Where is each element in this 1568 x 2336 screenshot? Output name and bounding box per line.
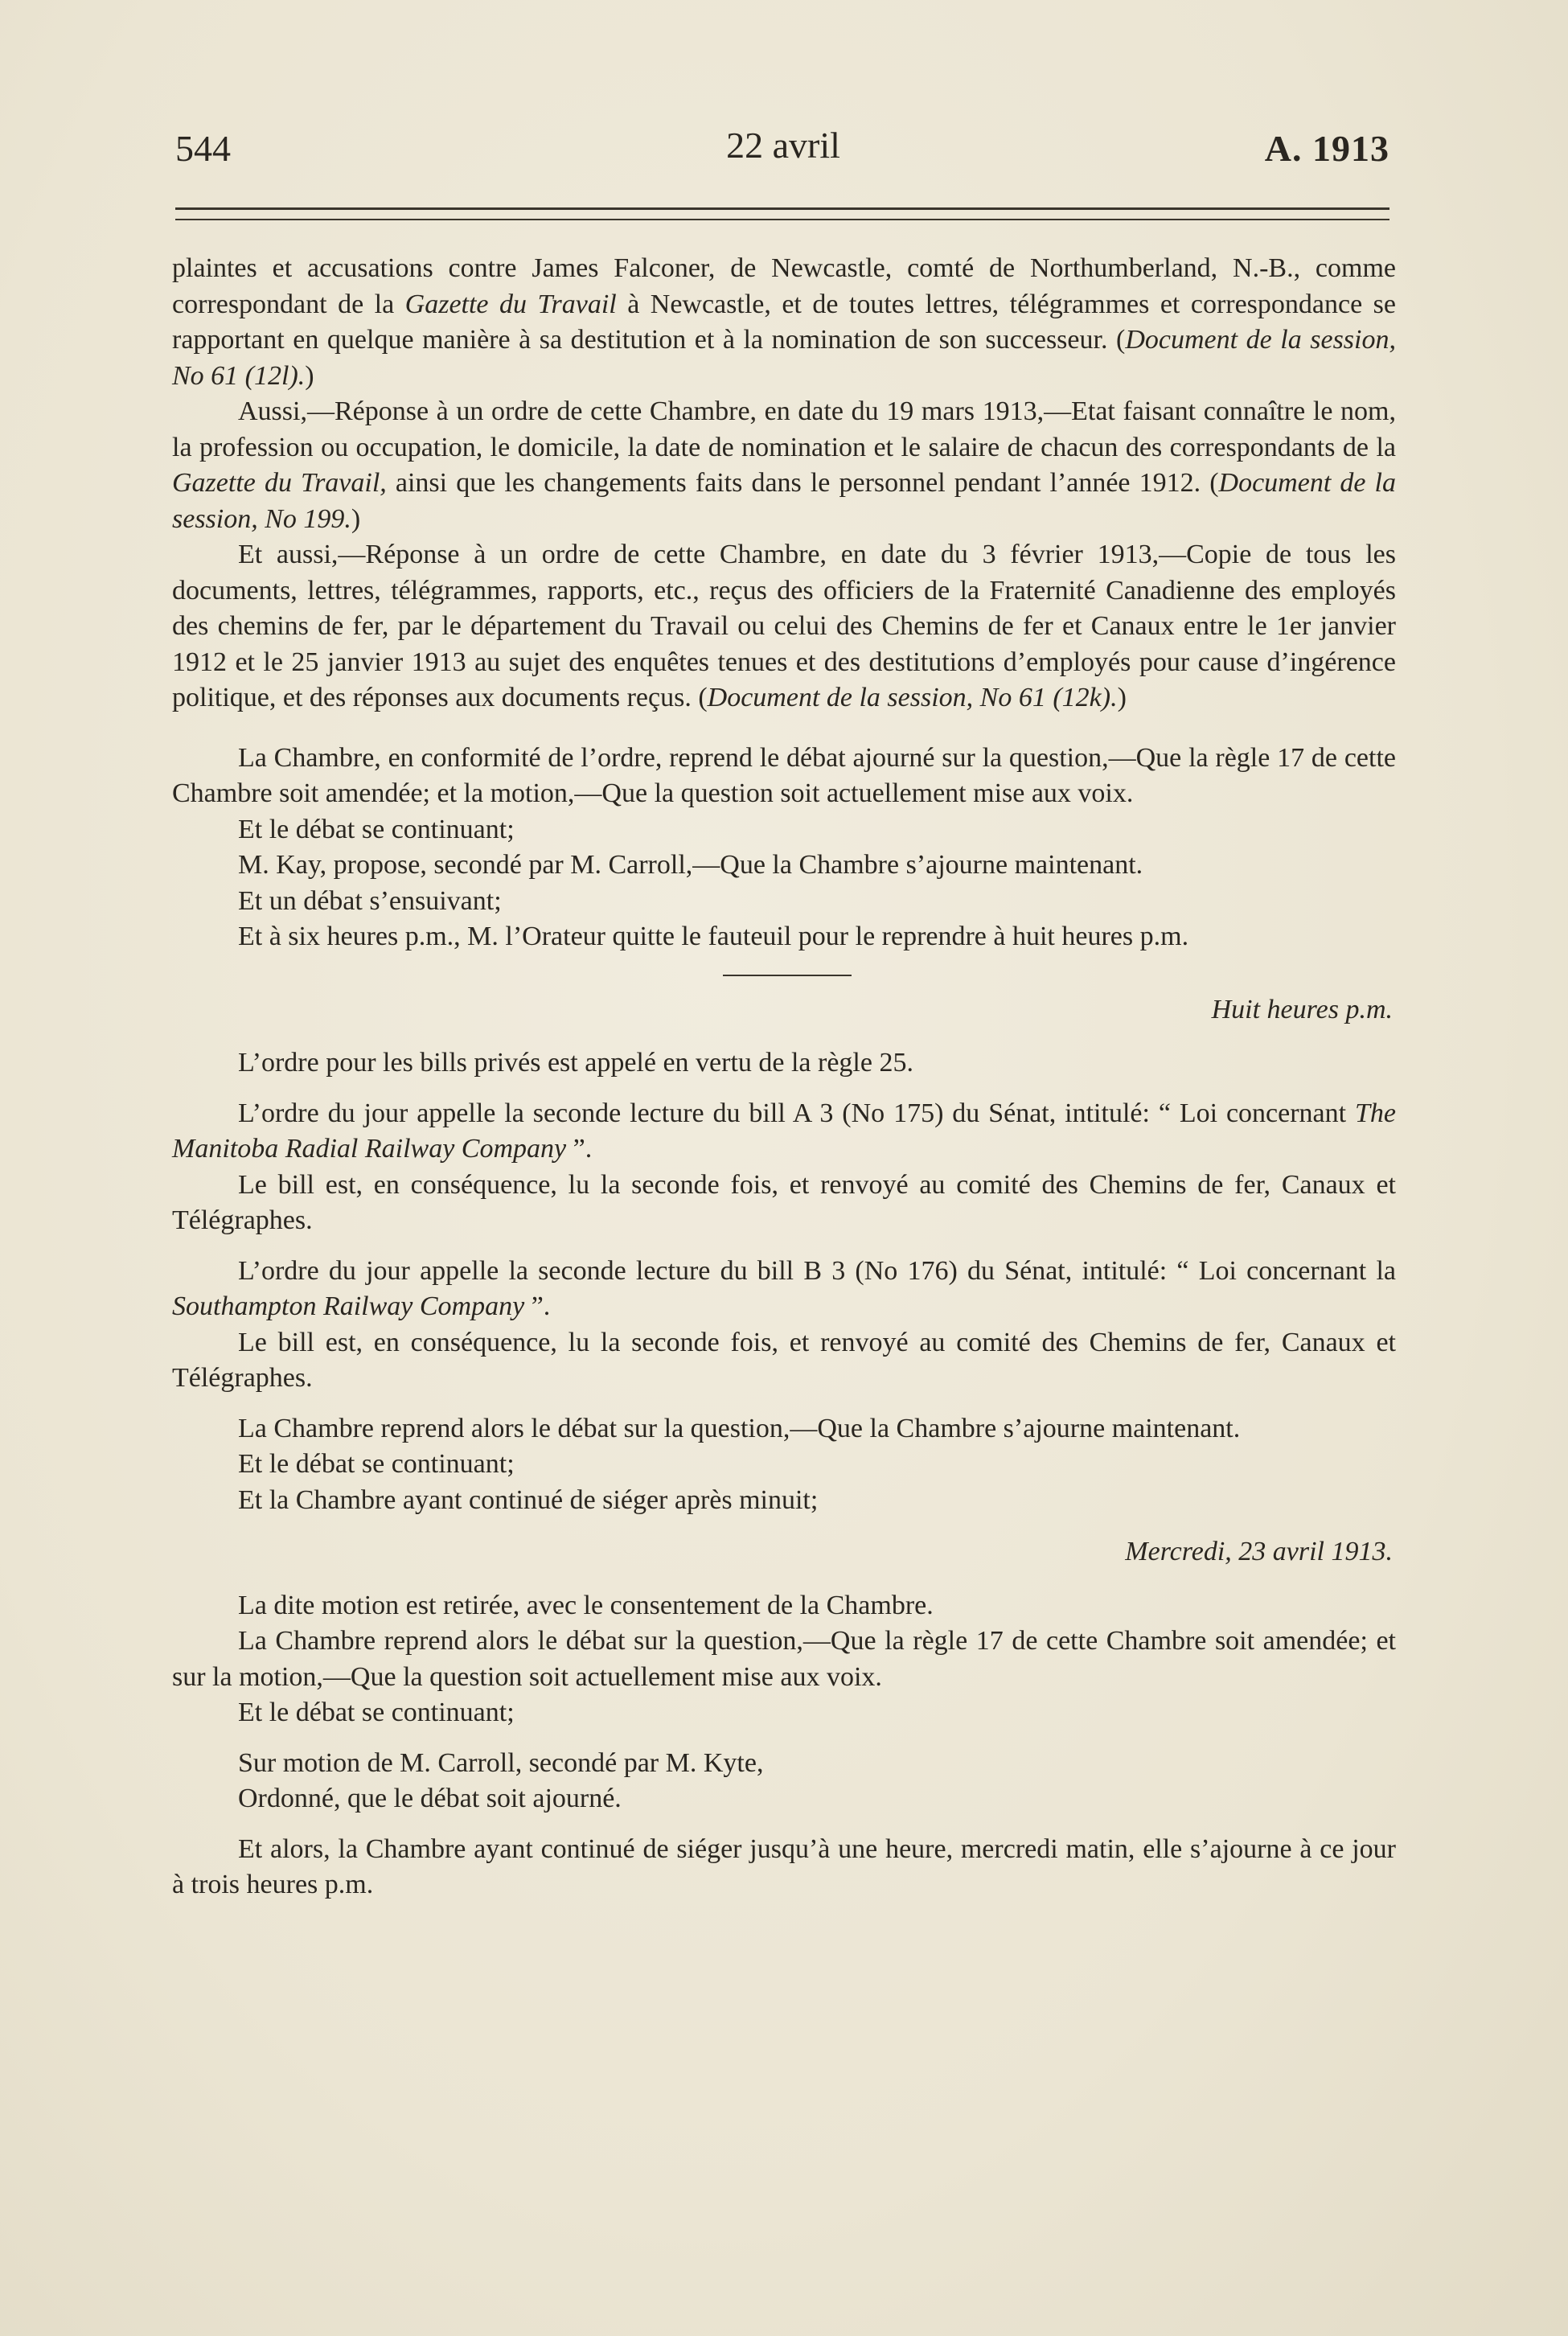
header-rule-top bbox=[175, 207, 1389, 210]
time-heading: Huit heures p.m. bbox=[1211, 994, 1393, 1024]
page-body bbox=[172, 251, 1396, 1903]
header-rule-bottom bbox=[175, 219, 1389, 220]
paragraph: La Chambre reprend alors le débat sur la question,—Que la Chambre s’ajourne maintenant. bbox=[238, 1413, 1241, 1443]
paragraph: Et à six heures p.m., M. l’Orateur quitte le fauteuil pour le reprendre à huit heures p.m. bbox=[238, 922, 1189, 951]
paragraph: Le bill est, en conséquence, lu la seconde fois, et renvoyé au comité des Chemins de fer, Canaux et Télégraphes. bbox=[172, 1169, 1396, 1235]
paragraph: L’ordre du jour appelle la seconde lecture du bill A 3 (No 175) du Sénat, intitulé: “ Loi concernant The Manitoba Radial Railway Company ”. bbox=[172, 1098, 1396, 1164]
paragraph: Sur motion de M. Carroll, secondé par M. Kyte, bbox=[238, 1747, 764, 1778]
paragraph: M. Kay, propose, secondé par M. Carroll,—Que la Chambre s’ajourne maintenant. bbox=[238, 850, 1143, 880]
paragraph: Et la Chambre ayant continué de siéger après minuit; bbox=[238, 1484, 819, 1515]
paragraph: L’ordre du jour appelle la seconde lecture du bill B 3 (No 176) du Sénat, intitulé: “ Loi concernant la Southampton Railway Company ”. bbox=[172, 1255, 1396, 1321]
paragraph: Et le débat se continuant; bbox=[238, 1449, 515, 1479]
section-divider bbox=[723, 975, 852, 976]
paragraph: plaintes et accusations contre James Falconer, de Newcastle, comté de Northumberland, N.-B., comme correspondant de la Gazette du Travail à Newcastle, et de toutes lettres, télégrammes et correspondance se rapportant en quelque manière à sa destitution et à la nomination de son successeur. (Document de la session, No 61 (12l).) bbox=[172, 253, 1396, 391]
page-number: 544 bbox=[175, 128, 231, 169]
paragraph: Et alors, la Chambre ayant continué de siéger jusqu’à une heure, mercredi matin, elle s’ajourne à ce jour à trois heures p.m. bbox=[172, 1833, 1396, 1899]
paragraph: La Chambre reprend alors le débat sur la question,—Que la règle 17 de cette Chambre soit amendée; et sur la motion,—Que la question soit actuellement mise aux voix. bbox=[172, 1626, 1396, 1692]
paragraph: L’ordre pour les bills privés est appelé en vertu de la règle 25. bbox=[238, 1048, 913, 1078]
paragraph: Et un débat s’ensuivant; bbox=[238, 885, 502, 916]
paragraph: Le bill est, en conséquence, lu la seconde fois, et renvoyé au comité des Chemins de fer, Canaux et Télégraphes. bbox=[172, 1327, 1396, 1393]
paragraph: Aussi,—Réponse à un ordre de cette Chambre, en date du 19 mars 1913,—Etat faisant connaître le nom, la profession ou occupation, le domicile, la date de nomination et le salaire de chacun des correspondants de la Gazette du Travail, ainsi que les changements faits dans le personnel pendant l’année 1912. (Document de la session, No 199.) bbox=[172, 396, 1396, 534]
paragraph: Ordonné, que le débat soit ajourné. bbox=[238, 1784, 622, 1813]
paragraph: Et le débat se continuant; bbox=[238, 814, 515, 844]
header-year: A. 1913 bbox=[1264, 128, 1389, 169]
date-heading: Mercredi, 23 avril 1913. bbox=[1125, 1537, 1393, 1566]
paragraph: La Chambre, en conformité de l’ordre, reprend le débat ajourné sur la question,—Que la règle 17 de cette Chambre soit amendée; et la motion,—Que la question soit actuellement mise aux voix. bbox=[172, 742, 1396, 808]
paragraph: Et aussi,—Réponse à un ordre de cette Chambre, en date du 3 février 1913,—Copie de tous les documents, lettres, télégrammes, rapports, etc., reçus des officiers de la Fraternité Canadienne des employés des chemins de fer, par le département du Travail ou celui des Chemins de fer et Canaux entre le 1er janvier 1912 et le 25 janvier 1913 au sujet des enquêtes tenues et des destitutions d’employés pour cause d’ingérence politique, et des réponses aux documents reçus. (Document de la session, No 61 (12k).) bbox=[172, 540, 1396, 712]
paragraph: Et le débat se continuant; bbox=[238, 1698, 515, 1727]
paragraph: La dite motion est retirée, avec le consentement de la Chambre. bbox=[238, 1590, 934, 1620]
header-date: 22 avril bbox=[726, 125, 840, 166]
page-header bbox=[172, 127, 1394, 175]
